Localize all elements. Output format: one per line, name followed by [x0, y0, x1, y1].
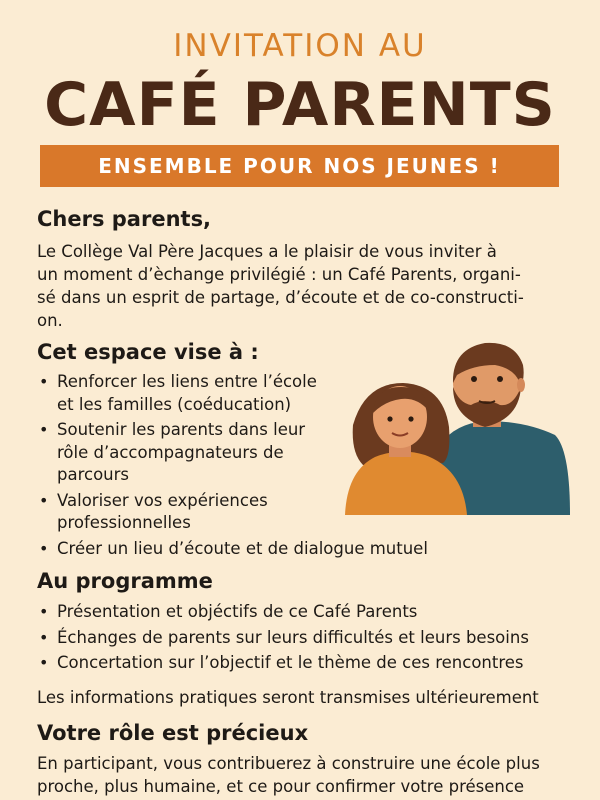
list-item: • Échanges de parents sur leurs difficultés et leurs besoins — [37, 627, 529, 650]
list-item-line: • Renforcer les liens entre l’école — [57, 372, 317, 391]
woman-figure — [345, 383, 467, 515]
greeting-line: un moment d’èchange privilégié : un Café Parents, organi- — [37, 265, 521, 284]
space-heading: Cet espace vise à : — [37, 340, 259, 364]
greeting-heading: Chers parents, — [37, 207, 212, 231]
list-item-line: • Créer un lieu d’écoute et de dialogue mutuel — [57, 538, 428, 558]
main-title: CAFÉ PARENTS — [44, 70, 556, 140]
role-heading: Votre rôle est précieux — [37, 721, 309, 745]
list-item-line: parcours — [57, 465, 130, 484]
role-paragraph — [37, 752, 540, 798]
programme-note: Les informations pratiques seront transmises ultérieurement — [37, 688, 539, 707]
role-line: proche, plus humaine, et ce pour confirmer votre présence — [37, 777, 525, 796]
greeting-line: sé dans un esprit de partage, d’écoute et de co-constructi- — [37, 288, 524, 307]
list-item — [37, 538, 428, 561]
list-item-line: • Soutenir les parents dans leur — [57, 420, 306, 439]
programme-heading: Au programme — [37, 569, 213, 593]
list-item-line: professionnelles — [57, 513, 191, 532]
greeting-line: on. — [37, 311, 63, 330]
list-item-line: rôle d’accompagnateurs de — [57, 442, 284, 462]
greeting-paragraph — [37, 240, 524, 332]
greeting-line: Le Collège Val Père Jacques a le plaisir de vous inviter à — [37, 242, 497, 261]
list-item-line: • Valoriser vos expériences — [57, 490, 268, 510]
banner: ENSEMBLE POUR NOS JEUNES ! — [40, 145, 559, 187]
pre-title: INVITATION AU — [173, 28, 427, 64]
role-line: En participant, vous contribuerez à construire une école plus — [37, 754, 540, 773]
programme-list — [37, 601, 529, 678]
parents-illustration — [345, 335, 570, 515]
list-item-line: et les familles (coéducation) — [57, 394, 292, 414]
list-item: • Présentation et objéctifs de ce Café Parents — [37, 601, 529, 624]
list-item: • Concertation sur l’objectif et le thème de ces rencontres — [37, 652, 529, 675]
